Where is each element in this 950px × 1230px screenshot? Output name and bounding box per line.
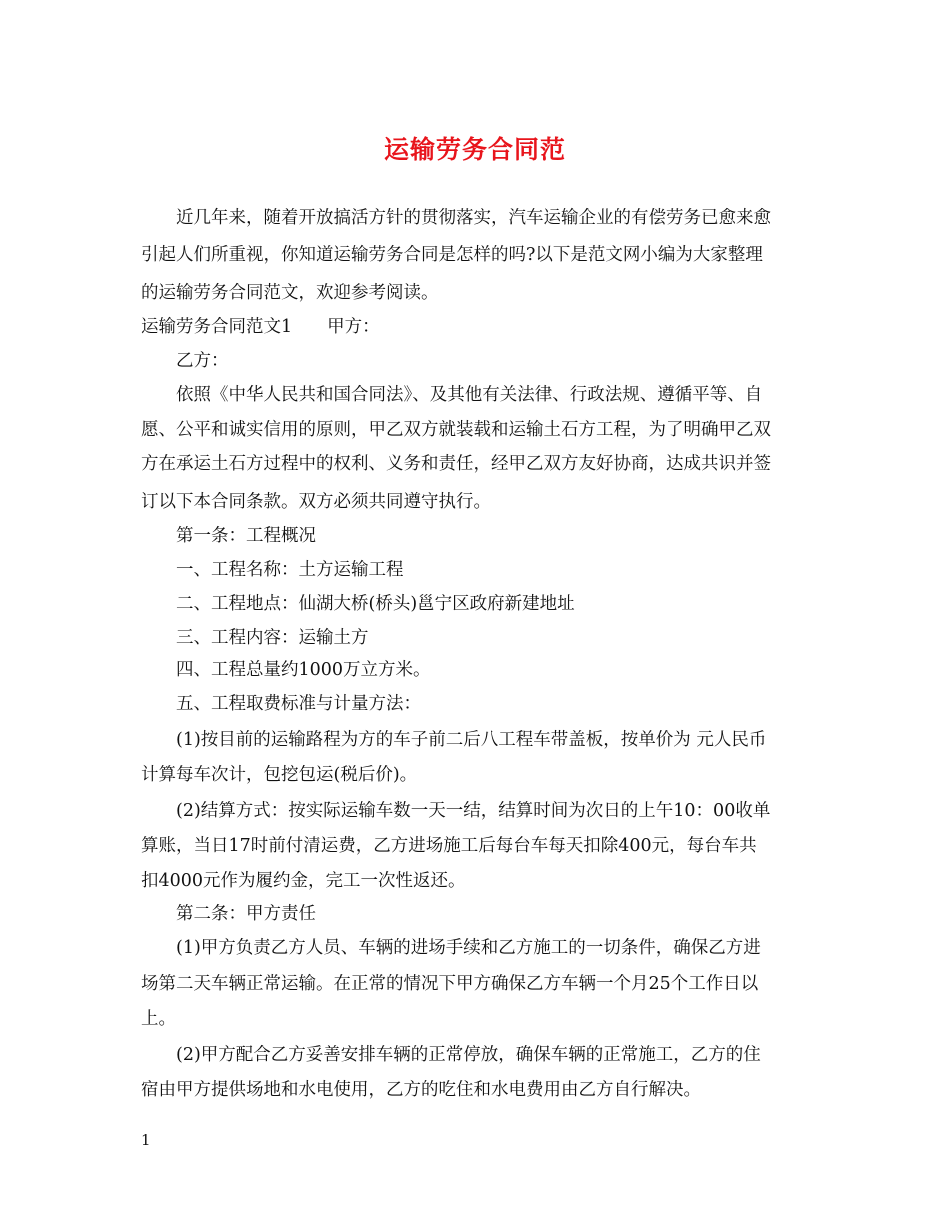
section-heading: 第二条：甲方责任 [176,904,316,924]
text-line: (2)甲方配合乙方妥善安排车辆的正常停放，确保车辆的正常施工，乙方的住 [176,1045,761,1065]
text-line: 宿由甲方提供场地和水电使用，乙方的吃住和水电费用由乙方自行解决。 [141,1080,701,1100]
section-heading: 第一条：工程概况 [176,526,316,546]
page-number: 1 [141,1131,151,1149]
text-line: 订以下本合同条款。双方必须共同遵守执行。 [141,492,491,512]
text-line: 四、工程总量约1000万立方米。 [176,660,431,680]
text-line: 五、工程取费标准与计量方法： [176,694,421,714]
text-line: 运输劳务合同范文1 甲方： [141,317,380,337]
text-line: (1)按目前的运输路程为方的车子前二后八工程车带盖板，按单价为 元人民币 [176,730,767,750]
text-line: 近几年来，随着开放搞活方针的贯彻落实，汽车运输企业的有偿劳务已愈来愈 [176,208,771,228]
text-line: 一、工程名称：土方运输工程 [176,560,404,580]
text-line: 场第二天车辆正常运输。在正常的情况下甲方确保乙方车辆一个月25个工作日以 [141,974,759,994]
text-line: 算账，当日17时前付清运费，乙方进场施工后每台车每天扣除400元，每台车共 [141,836,757,856]
text-line: 引起人们所重视，你知道运输劳务合同是怎样的吗?以下是范文网小编为大家整理 [141,245,763,265]
text-line: (2)结算方式：按实际运输车数一天一结，结算时间为次日的上午10：00收单 [176,801,771,821]
text-line: 的运输劳务合同范文，欢迎参考阅读。 [141,283,439,303]
text-line: 乙方： [176,351,229,371]
text-line: 上。 [141,1009,176,1029]
text-line: (1)甲方负责乙方人员、车辆的进场手续和乙方施工的一切条件，确保乙方进 [176,938,761,958]
text-line: 扣4000元作为履约金，完工一次性返还。 [141,871,466,891]
text-line: 二、工程地点：仙湖大桥(桥头)邕宁区政府新建地址 [176,594,575,614]
text-line: 计算每车次计，包挖包运(税后价)。 [141,765,418,785]
text-line: 三、工程内容：运输土方 [176,628,369,648]
text-line: 依照《中华人民共和国合同法》、及其他有关法律、行政法规、遵循平等、自 [176,385,763,405]
text-line: 方在承运土石方过程中的权利、义务和责任，经甲乙双方友好协商，达成共识并签 [141,454,771,474]
document-title: 运输劳务合同范 [383,135,566,164]
text-line: 愿、公平和诚实信用的原则，甲乙双方就装载和运输土石方工程，为了明确甲乙双 [141,420,771,440]
